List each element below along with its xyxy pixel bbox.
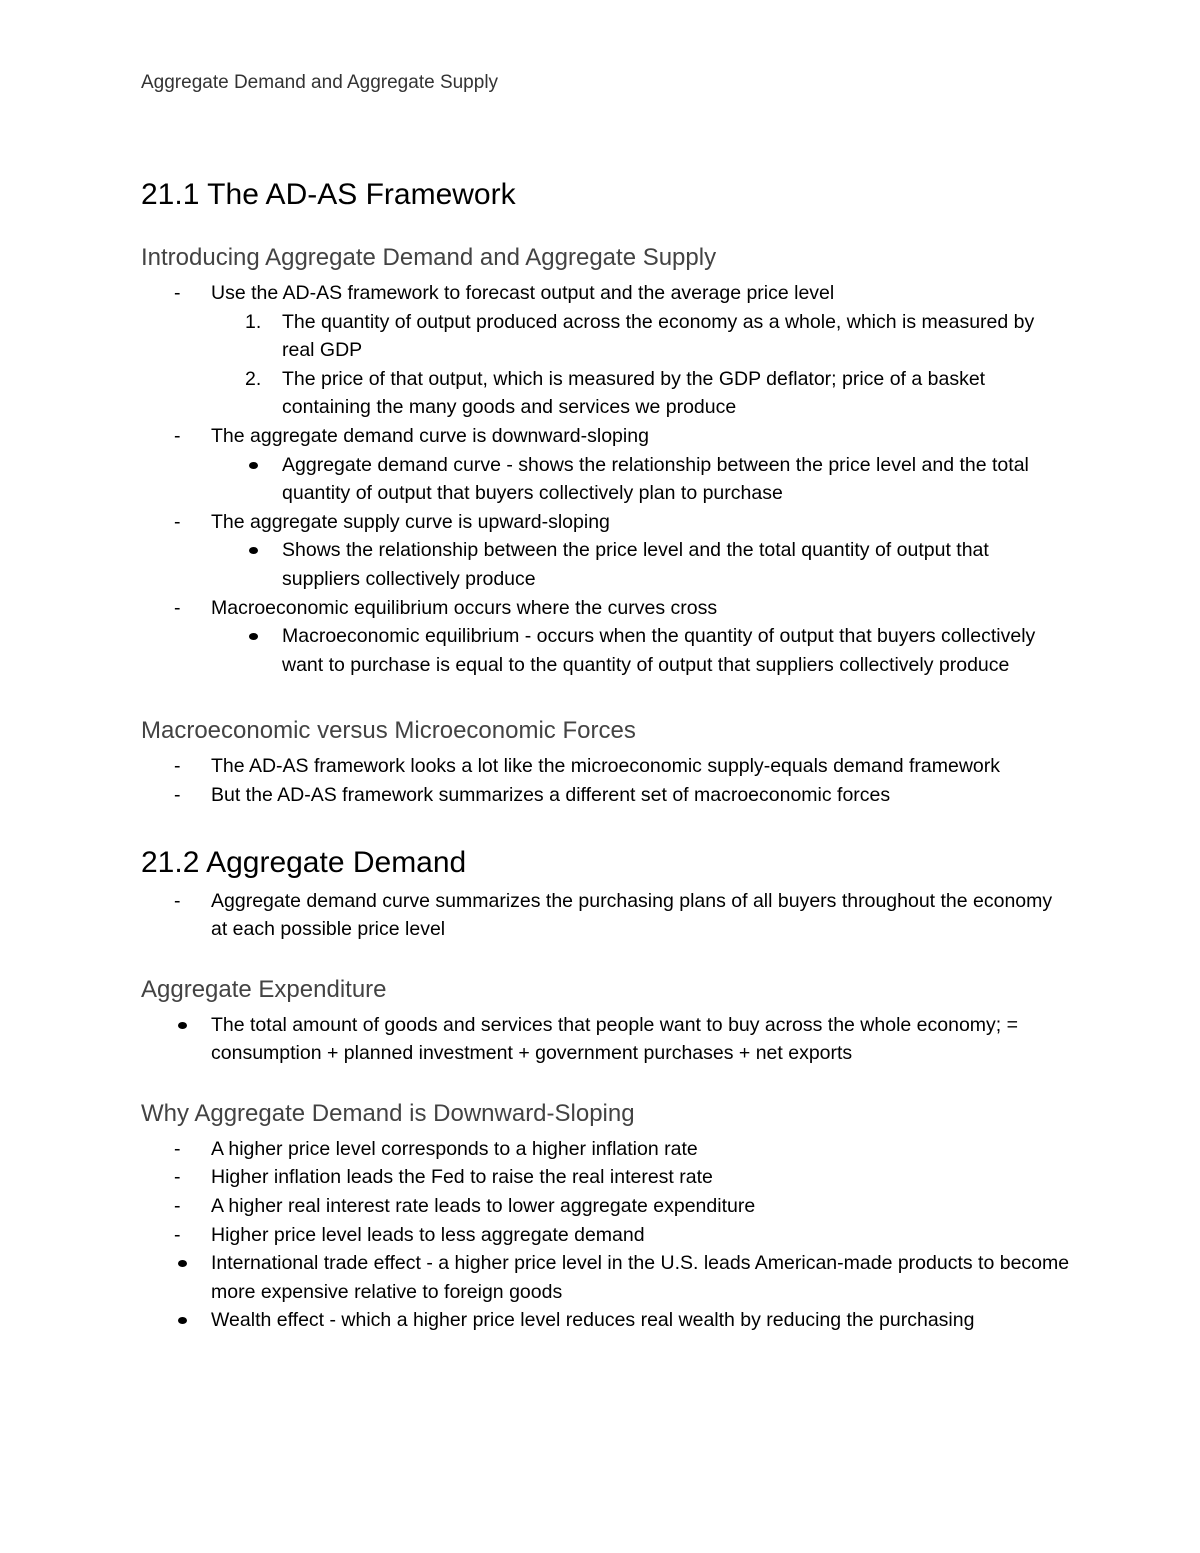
- list-item: - Use the AD-AS framework to forecast output and the average price level: [141, 279, 1071, 308]
- dash-marker-icon: -: [174, 755, 181, 778]
- list-item: Shows the relationship between the price level and the total quantity of output that suppliers collectively produce: [141, 536, 1071, 593]
- list-item: - The aggregate supply curve is upward-sloping: [141, 508, 1071, 537]
- list-item: - Higher inflation leads the Fed to raise the real interest rate: [141, 1163, 1071, 1192]
- list-item: - A higher real interest rate leads to lower aggregate expenditure: [141, 1192, 1071, 1221]
- subsection-macro-micro-title: Macroeconomic versus Microeconomic Forces: [141, 717, 636, 745]
- list-item: 2. The price of that output, which is measured by the GDP deflator; price of a basket containing the many goods and services we produce: [141, 365, 1071, 422]
- list-item: - A higher price level corresponds to a higher inflation rate: [141, 1135, 1071, 1164]
- list-item: 1. The quantity of output produced across the economy as a whole, which is measured by real GDP: [141, 308, 1071, 365]
- list-item: Wealth effect - which a higher price level reduces real wealth by reducing the purchasing: [141, 1306, 1071, 1335]
- list-item: - Aggregate demand curve summarizes the purchasing plans of all buyers throughout the economy at each possible price level: [141, 887, 1071, 944]
- subsection-downward-sloping-title: Why Aggregate Demand is Downward-Sloping: [141, 1099, 635, 1127]
- dash-marker-icon: -: [174, 596, 181, 619]
- downward-sloping-list: [141, 1135, 1071, 1335]
- list-item: - Macroeconomic equilibrium occurs where the curves cross: [141, 594, 1071, 623]
- list-item: International trade effect - a higher price level in the U.S. leads American-made products to become more expensive relative to foreign goods: [141, 1249, 1071, 1306]
- introducing-list: [141, 279, 1071, 679]
- aggregate-expenditure-list: [141, 1011, 1071, 1068]
- dash-marker-icon: -: [174, 1195, 181, 1218]
- aggregate-demand-list: [141, 887, 1071, 944]
- dash-marker-icon: -: [174, 783, 181, 806]
- subsection-introducing-title: Introducing Aggregate Demand and Aggregate Supply: [141, 244, 717, 271]
- list-item: - The aggregate demand curve is downward-sloping: [141, 422, 1071, 451]
- list-number: 2.: [245, 367, 262, 390]
- bullet-icon: [178, 1260, 187, 1267]
- subsection-aggregate-expenditure-title: Aggregate Expenditure: [141, 975, 387, 1003]
- dash-marker-icon: -: [174, 282, 181, 304]
- bullet-icon: [249, 547, 258, 554]
- section-21-2-title: 21.2 Aggregate Demand: [141, 845, 467, 879]
- list-item: - The AD-AS framework looks a lot like the microeconomic supply-equals demand framework: [141, 752, 1071, 781]
- bullet-icon: [178, 1022, 187, 1029]
- list-item: - But the AD-AS framework summarizes a different set of macroeconomic forces: [141, 781, 1071, 810]
- list-number: 1.: [245, 310, 262, 333]
- list-item: Macroeconomic equilibrium - occurs when the quantity of output that buyers collectively want to purchase is equal to the quantity of output that suppliers collectively produce: [141, 622, 1071, 679]
- dash-marker-icon: -: [174, 1137, 181, 1160]
- dash-marker-icon: -: [174, 1166, 181, 1189]
- bullet-icon: [249, 633, 258, 640]
- list-item: - Higher price level leads to less aggregate demand: [141, 1221, 1071, 1250]
- document-header: Aggregate Demand and Aggregate Supply: [141, 72, 499, 93]
- dash-marker-icon: -: [174, 1223, 181, 1246]
- dash-marker-icon: -: [174, 424, 181, 447]
- bullet-icon: [249, 462, 258, 469]
- list-item: The total amount of goods and services that people want to buy across the whole economy; = consumption + planned investment + government purchases + net exports: [141, 1011, 1071, 1068]
- macro-micro-list: [141, 752, 1071, 809]
- dash-marker-icon: -: [174, 510, 181, 533]
- list-item: Aggregate demand curve - shows the relationship between the price level and the total quantity of output that buyers collectively plan to purchase: [141, 451, 1071, 508]
- bullet-icon: [178, 1317, 187, 1324]
- section-21-1-title: 21.1 The AD-AS Framework: [141, 178, 516, 211]
- document-body: [141, 176, 1071, 1335]
- dash-marker-icon: -: [174, 889, 181, 912]
